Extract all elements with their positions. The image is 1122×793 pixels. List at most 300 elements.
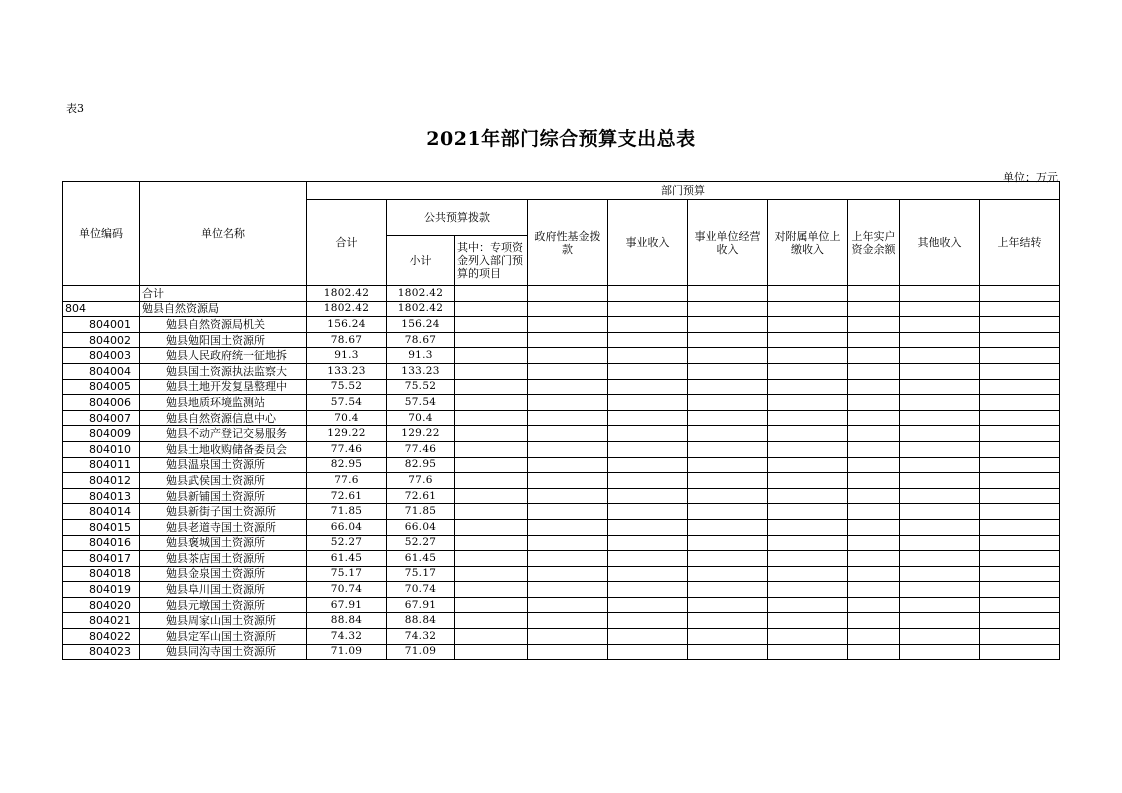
cell-unit-code: 804005 [63, 379, 140, 395]
cell-unit-name: 勉县勉阳国土资源所 [140, 332, 307, 348]
page-title: 2021年部门综合预算支出总表 [426, 128, 696, 150]
cell-subtotal: 77.6 [387, 473, 455, 489]
cell-empty [768, 551, 848, 567]
cell-subtotal: 75.17 [387, 566, 455, 582]
cell-unit-code: 804011 [63, 457, 140, 473]
cell-unit-name: 合计 [140, 286, 307, 302]
cell-unit-code: 804006 [63, 395, 140, 411]
cell-unit-name: 勉县周家山国土资源所 [140, 613, 307, 629]
cell-empty [528, 301, 608, 317]
cell-empty [455, 613, 528, 629]
cell-empty [688, 473, 768, 489]
cell-empty [688, 488, 768, 504]
cell-empty [848, 332, 900, 348]
cell-empty [900, 441, 980, 457]
cell-empty [608, 363, 688, 379]
cell-unit-code: 804012 [63, 473, 140, 489]
cell-empty [688, 286, 768, 302]
cell-empty [900, 317, 980, 333]
cell-empty [900, 488, 980, 504]
cell-empty [768, 379, 848, 395]
table-number: 表3 [66, 102, 84, 115]
cell-empty [608, 582, 688, 598]
cell-empty [455, 488, 528, 504]
cell-empty [900, 504, 980, 520]
cell-empty [848, 629, 900, 645]
cell-total: 88.84 [307, 613, 387, 629]
cell-empty [528, 473, 608, 489]
cell-unit-name: 勉县新街子国土资源所 [140, 504, 307, 520]
cell-empty [900, 301, 980, 317]
table-row [63, 613, 1060, 629]
cell-empty [688, 426, 768, 442]
cell-empty [900, 629, 980, 645]
cell-unit-code: 804016 [63, 535, 140, 551]
cell-empty [528, 566, 608, 582]
cell-unit-name: 勉县土地收购储备委员会 [140, 441, 307, 457]
cell-empty [608, 644, 688, 660]
cell-empty [980, 473, 1060, 489]
cell-empty [608, 395, 688, 411]
cell-empty [455, 566, 528, 582]
cell-empty [688, 379, 768, 395]
cell-empty [455, 535, 528, 551]
cell-empty [980, 332, 1060, 348]
cell-empty [768, 519, 848, 535]
cell-empty [455, 301, 528, 317]
cell-unit-name: 勉县温泉国土资源所 [140, 457, 307, 473]
cell-empty [900, 597, 980, 613]
cell-empty [528, 613, 608, 629]
cell-empty [768, 286, 848, 302]
cell-empty [688, 410, 768, 426]
table-row [63, 301, 1060, 317]
cell-empty [848, 551, 900, 567]
cell-empty [980, 644, 1060, 660]
header-dept-budget: 部门预算 [307, 182, 1060, 200]
cell-empty [608, 488, 688, 504]
cell-empty [528, 504, 608, 520]
cell-unit-code: 804003 [63, 348, 140, 364]
cell-empty [688, 566, 768, 582]
table-row [63, 566, 1060, 582]
cell-empty [768, 488, 848, 504]
cell-total: 71.85 [307, 504, 387, 520]
cell-empty [848, 473, 900, 489]
cell-unit-code: 804017 [63, 551, 140, 567]
cell-empty [688, 395, 768, 411]
cell-empty [900, 644, 980, 660]
cell-empty [980, 488, 1060, 504]
cell-empty [528, 644, 608, 660]
cell-subtotal: 71.85 [387, 504, 455, 520]
cell-unit-name: 勉县自然资源局机关 [140, 317, 307, 333]
cell-empty [980, 551, 1060, 567]
cell-empty [900, 535, 980, 551]
cell-unit-code: 804004 [63, 363, 140, 379]
cell-empty [768, 629, 848, 645]
cell-empty [980, 519, 1060, 535]
cell-subtotal: 66.04 [387, 519, 455, 535]
table-row [63, 488, 1060, 504]
cell-empty [768, 504, 848, 520]
cell-empty [980, 597, 1060, 613]
cell-unit-code: 804010 [63, 441, 140, 457]
cell-empty [688, 348, 768, 364]
cell-empty [528, 286, 608, 302]
header-career-operating: 事业单位经营收入 [688, 200, 768, 286]
header-other-income: 其他收入 [900, 200, 980, 286]
header-special: 其中：专项资金列入部门预算的项目 [455, 236, 528, 286]
cell-empty [608, 629, 688, 645]
cell-empty [455, 332, 528, 348]
cell-empty [688, 597, 768, 613]
header-total: 合计 [307, 200, 387, 286]
cell-empty [455, 395, 528, 411]
cell-empty [528, 379, 608, 395]
header-subtotal: 小计 [387, 236, 455, 286]
cell-total: 75.52 [307, 379, 387, 395]
cell-empty [528, 395, 608, 411]
table-row [63, 348, 1060, 364]
header-subordinate: 对附属单位上缴收入 [768, 200, 848, 286]
cell-empty [980, 379, 1060, 395]
cell-empty [455, 473, 528, 489]
cell-empty [688, 535, 768, 551]
cell-empty [608, 286, 688, 302]
cell-empty [528, 317, 608, 333]
cell-unit-code: 804020 [63, 597, 140, 613]
cell-unit-name: 勉县地质环境监测站 [140, 395, 307, 411]
cell-empty [980, 441, 1060, 457]
cell-empty [608, 457, 688, 473]
cell-empty [768, 566, 848, 582]
cell-empty [848, 504, 900, 520]
cell-total: 70.4 [307, 410, 387, 426]
table-row [63, 504, 1060, 520]
cell-empty [848, 582, 900, 598]
cell-empty [900, 348, 980, 364]
cell-empty [980, 395, 1060, 411]
header-career-income: 事业收入 [608, 200, 688, 286]
cell-total: 77.6 [307, 473, 387, 489]
cell-total: 67.91 [307, 597, 387, 613]
cell-empty [848, 613, 900, 629]
cell-empty [608, 519, 688, 535]
cell-empty [608, 551, 688, 567]
cell-empty [848, 426, 900, 442]
cell-total: 61.45 [307, 551, 387, 567]
cell-total: 91.3 [307, 348, 387, 364]
cell-unit-name: 勉县自然资源信息中心 [140, 410, 307, 426]
cell-total: 75.17 [307, 566, 387, 582]
cell-empty [455, 317, 528, 333]
cell-empty [768, 426, 848, 442]
cell-empty [768, 441, 848, 457]
cell-empty [455, 348, 528, 364]
cell-empty [768, 473, 848, 489]
cell-unit-name: 勉县同沟寺国土资源所 [140, 644, 307, 660]
table-row [63, 597, 1060, 613]
cell-empty [688, 457, 768, 473]
cell-total: 52.27 [307, 535, 387, 551]
cell-empty [528, 457, 608, 473]
cell-empty [900, 379, 980, 395]
cell-empty [900, 473, 980, 489]
cell-empty [455, 457, 528, 473]
cell-empty [455, 644, 528, 660]
cell-empty [848, 410, 900, 426]
cell-empty [768, 332, 848, 348]
cell-empty [980, 301, 1060, 317]
cell-empty [768, 410, 848, 426]
cell-empty [848, 597, 900, 613]
cell-subtotal: 52.27 [387, 535, 455, 551]
cell-unit-name: 勉县自然资源局 [140, 301, 307, 317]
table-row [63, 473, 1060, 489]
table-row [63, 426, 1060, 442]
cell-subtotal: 129.22 [387, 426, 455, 442]
cell-empty [688, 504, 768, 520]
cell-empty [455, 441, 528, 457]
cell-unit-name: 勉县国土资源执法监察大 [140, 363, 307, 379]
cell-unit-code: 804023 [63, 644, 140, 660]
cell-empty [768, 535, 848, 551]
cell-unit-code: 804007 [63, 410, 140, 426]
cell-subtotal: 61.45 [387, 551, 455, 567]
cell-empty [528, 441, 608, 457]
cell-empty [608, 613, 688, 629]
cell-empty [455, 551, 528, 567]
cell-empty [980, 426, 1060, 442]
cell-empty [980, 535, 1060, 551]
cell-empty [528, 363, 608, 379]
cell-subtotal: 91.3 [387, 348, 455, 364]
cell-total: 57.54 [307, 395, 387, 411]
cell-empty [688, 613, 768, 629]
cell-empty [688, 551, 768, 567]
cell-empty [528, 488, 608, 504]
cell-empty [848, 566, 900, 582]
cell-unit-name: 勉县褒城国土资源所 [140, 535, 307, 551]
cell-empty [608, 301, 688, 317]
cell-total: 82.95 [307, 457, 387, 473]
cell-empty [688, 332, 768, 348]
cell-empty [768, 644, 848, 660]
cell-empty [900, 395, 980, 411]
cell-total: 129.22 [307, 426, 387, 442]
cell-total: 156.24 [307, 317, 387, 333]
cell-empty [848, 519, 900, 535]
cell-empty [980, 348, 1060, 364]
cell-empty [980, 504, 1060, 520]
cell-empty [528, 410, 608, 426]
cell-empty [980, 410, 1060, 426]
cell-subtotal: 75.52 [387, 379, 455, 395]
cell-empty [528, 629, 608, 645]
cell-empty [528, 551, 608, 567]
table-row [63, 644, 1060, 660]
cell-empty [455, 582, 528, 598]
cell-empty [900, 286, 980, 302]
header-unit-name: 单位名称 [140, 182, 307, 286]
cell-empty [768, 301, 848, 317]
cell-empty [900, 457, 980, 473]
cell-empty [528, 582, 608, 598]
cell-empty [900, 613, 980, 629]
cell-empty [900, 410, 980, 426]
cell-empty [608, 379, 688, 395]
cell-subtotal: 71.09 [387, 644, 455, 660]
cell-subtotal: 156.24 [387, 317, 455, 333]
cell-unit-name: 勉县土地开发复垦整理中 [140, 379, 307, 395]
header-gov-fund: 政府性基金拨款 [528, 200, 608, 286]
header-last-year-carry: 上年结转 [980, 200, 1060, 286]
cell-empty [528, 597, 608, 613]
cell-empty [900, 332, 980, 348]
cell-empty [768, 582, 848, 598]
cell-subtotal: 67.91 [387, 597, 455, 613]
cell-empty [455, 363, 528, 379]
cell-empty [688, 317, 768, 333]
budget-table [62, 181, 1060, 660]
cell-total: 71.09 [307, 644, 387, 660]
table-row [63, 332, 1060, 348]
cell-unit-name: 勉县定军山国土资源所 [140, 629, 307, 645]
cell-empty [768, 597, 848, 613]
cell-empty [455, 504, 528, 520]
cell-empty [455, 597, 528, 613]
cell-empty [455, 379, 528, 395]
cell-empty [848, 457, 900, 473]
table-row [63, 629, 1060, 645]
cell-unit-name: 勉县新铺国土资源所 [140, 488, 307, 504]
cell-empty [900, 566, 980, 582]
cell-empty [608, 317, 688, 333]
cell-empty [848, 644, 900, 660]
cell-empty [980, 286, 1060, 302]
cell-subtotal: 1802.42 [387, 301, 455, 317]
cell-empty [848, 317, 900, 333]
cell-unit-code: 804013 [63, 488, 140, 504]
cell-empty [608, 504, 688, 520]
table-row [63, 395, 1060, 411]
cell-unit-code: 804014 [63, 504, 140, 520]
table-row [63, 317, 1060, 333]
cell-unit-name: 勉县阜川国土资源所 [140, 582, 307, 598]
cell-empty [455, 286, 528, 302]
cell-empty [688, 441, 768, 457]
cell-subtotal: 70.74 [387, 582, 455, 598]
cell-subtotal: 1802.42 [387, 286, 455, 302]
cell-subtotal: 82.95 [387, 457, 455, 473]
cell-total: 72.61 [307, 488, 387, 504]
cell-subtotal: 57.54 [387, 395, 455, 411]
cell-empty [688, 363, 768, 379]
cell-empty [980, 457, 1060, 473]
table-row [63, 519, 1060, 535]
cell-unit-code: 804002 [63, 332, 140, 348]
cell-empty [900, 519, 980, 535]
cell-empty [608, 426, 688, 442]
cell-empty [608, 473, 688, 489]
cell-empty [608, 348, 688, 364]
cell-empty [528, 519, 608, 535]
cell-empty [848, 301, 900, 317]
cell-subtotal: 78.67 [387, 332, 455, 348]
header-public-budget: 公共预算拨款 [387, 200, 528, 236]
header-last-year-balance: 上年实户资金余额 [848, 200, 900, 286]
unit-label: 单位：万元 [1003, 171, 1058, 184]
cell-unit-code: 804018 [63, 566, 140, 582]
cell-empty [768, 457, 848, 473]
cell-empty [848, 441, 900, 457]
cell-empty [608, 535, 688, 551]
cell-unit-name: 勉县人民政府统一征地拆 [140, 348, 307, 364]
cell-unit-name: 勉县武侯国土资源所 [140, 473, 307, 489]
cell-unit-code: 804015 [63, 519, 140, 535]
cell-empty [848, 379, 900, 395]
table-row [63, 582, 1060, 598]
cell-subtotal: 70.4 [387, 410, 455, 426]
cell-subtotal: 133.23 [387, 363, 455, 379]
cell-subtotal: 72.61 [387, 488, 455, 504]
cell-empty [688, 301, 768, 317]
cell-total: 77.46 [307, 441, 387, 457]
cell-empty [688, 629, 768, 645]
cell-empty [455, 519, 528, 535]
cell-unit-code [63, 286, 140, 302]
cell-subtotal: 77.46 [387, 441, 455, 457]
cell-empty [900, 426, 980, 442]
cell-total: 74.32 [307, 629, 387, 645]
cell-empty [528, 535, 608, 551]
table-row [63, 535, 1060, 551]
cell-empty [848, 286, 900, 302]
cell-subtotal: 74.32 [387, 629, 455, 645]
cell-empty [768, 348, 848, 364]
cell-empty [528, 348, 608, 364]
cell-empty [900, 582, 980, 598]
table-row [63, 379, 1060, 395]
table-row [63, 457, 1060, 473]
cell-empty [528, 426, 608, 442]
cell-unit-code: 804019 [63, 582, 140, 598]
cell-unit-name: 勉县元墩国土资源所 [140, 597, 307, 613]
cell-empty [688, 582, 768, 598]
cell-unit-code: 804 [63, 301, 140, 317]
cell-total: 133.23 [307, 363, 387, 379]
cell-empty [528, 332, 608, 348]
cell-empty [688, 519, 768, 535]
cell-empty [455, 410, 528, 426]
cell-empty [768, 613, 848, 629]
header-unit-code: 单位编码 [63, 182, 140, 286]
cell-unit-code: 804009 [63, 426, 140, 442]
table-row [63, 363, 1060, 379]
cell-total: 1802.42 [307, 301, 387, 317]
cell-empty [848, 363, 900, 379]
cell-unit-name: 勉县不动产登记交易服务 [140, 426, 307, 442]
cell-empty [608, 332, 688, 348]
cell-total: 78.67 [307, 332, 387, 348]
cell-total: 1802.42 [307, 286, 387, 302]
cell-empty [455, 426, 528, 442]
cell-empty [980, 582, 1060, 598]
cell-empty [768, 363, 848, 379]
cell-empty [768, 395, 848, 411]
cell-unit-code: 804022 [63, 629, 140, 645]
